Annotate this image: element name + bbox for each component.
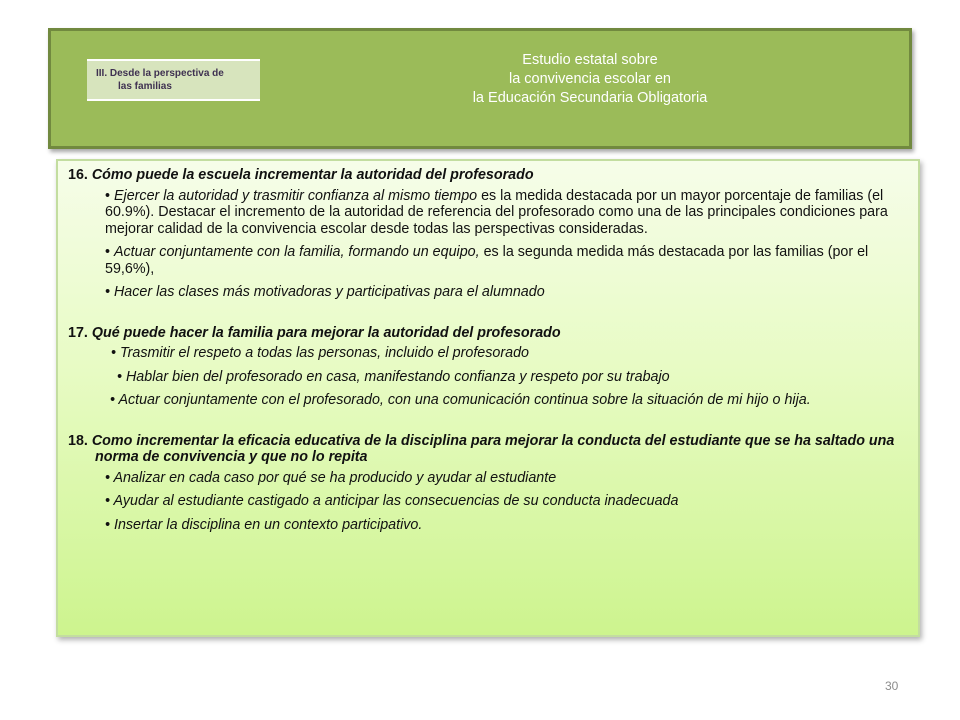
question-18-number: 18.	[68, 432, 88, 449]
q17-bullet-1: • Trasmitir el respeto a todas las personas, incluido el profesorado	[111, 345, 529, 361]
q16-bullet-2-mark: •	[105, 244, 111, 260]
title-line-2: la convivencia escolar en	[508, 71, 671, 87]
page-number: 30	[885, 679, 899, 693]
slide-title	[311, 51, 869, 108]
question-18-heading	[68, 433, 906, 466]
section-tag	[87, 59, 260, 101]
title-line-1: Estudio estatal sobre	[522, 52, 658, 68]
question-16-title: Cómo puede la escuela incrementar la autoridad del profesorado	[91, 167, 534, 183]
section-tag-line1: III. Desde la perspectiva de	[96, 68, 224, 79]
section-tag-line2: las familias	[118, 81, 172, 92]
question-18-title: Como incrementar la eficacia educativa de la disciplina para mejorar la conducta del estudiante que se ha saltado una norma de convivencia y que no lo repita	[91, 432, 895, 465]
q16-bullet-1-mark: •	[105, 187, 111, 204]
title-line-3: la Educación Secundaria Obligatoria	[472, 90, 708, 106]
q16-bullet-1	[68, 188, 906, 238]
question-16-heading	[68, 167, 906, 184]
question-17-heading	[68, 325, 906, 342]
slide-header	[48, 28, 912, 149]
q17-bullet-3: • Actuar conjuntamente con el profesorado, con una comunicación continua sobre la situación de mi hijo o hija.	[110, 392, 811, 408]
q16-bullet-2	[68, 244, 906, 277]
question-17-title: Qué puede hacer la familia para mejorar la autoridad del profesorado	[91, 324, 561, 341]
q18-bullet-3: • Insertar la disciplina en un contexto participativo.	[105, 516, 423, 533]
q16-bullet-2-rest: es la segunda medida más destacada por las familias (por el 59,6%),	[105, 244, 869, 277]
question-16-number: 16.	[68, 167, 88, 183]
q16-bullet-1-rest: es la medida destacada por un mayor porcentaje de familias (el 60.9%). Destacar el incremento de la autoridad de referencia del profesorado como una de las principales condiciones para mejorar calidad de la convivencia escolar desde todas las perspectivas consideradas.	[105, 187, 888, 237]
q18-bullet-2: • Ayudar al estudiante castigado a anticipar las consecuencias de su conducta inadecuada	[105, 493, 679, 509]
content-box	[56, 159, 920, 637]
q16-bullet-3: • Hacer las clases más motivadoras y participativas para el alumnado	[105, 284, 545, 300]
q16-bullet-1-italic: Ejercer la autoridad y trasmitir confianza al mismo tiempo	[114, 187, 478, 204]
question-17-number: 17.	[68, 324, 88, 341]
q16-bullet-2-italic: Actuar conjuntamente con la familia, formando un equipo,	[114, 244, 480, 260]
q18-bullet-1: • Analizar en cada caso por qué se ha producido y ayudar al estudiante	[105, 469, 557, 486]
q17-bullet-2: • Hablar bien del profesorado en casa, manifestando confianza y respeto por su trabajo	[117, 368, 670, 385]
